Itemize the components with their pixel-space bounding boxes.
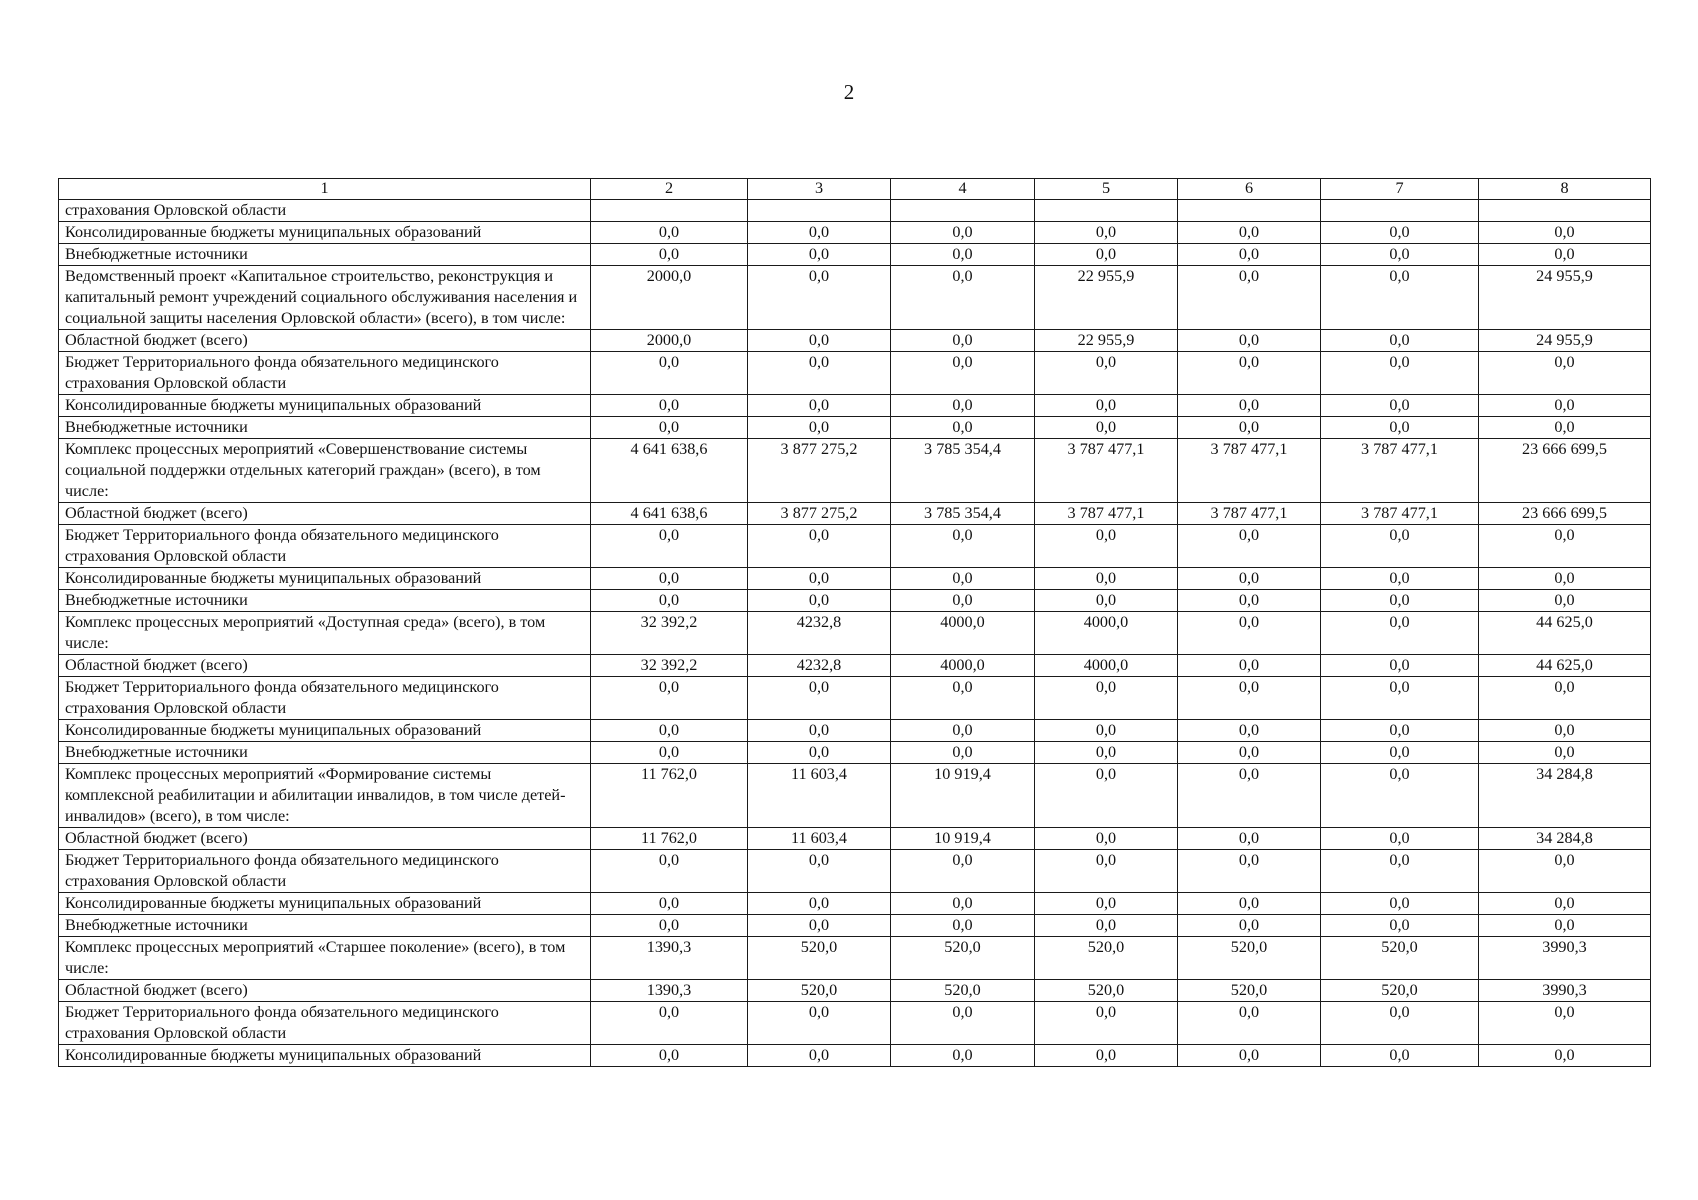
row-label: Ведомственный проект «Капитальное строительство, реконструкция и капитальный ремонт учреждений социального обслуживания населения и социальной защиты населения Орловской области» (всего), в том числе:: [59, 266, 591, 330]
row-label: Внебюджетные источники: [59, 742, 591, 764]
value-cell: 0,0: [1479, 590, 1651, 612]
value-cell: 0,0: [1321, 1002, 1479, 1045]
row-label: Комплекс процессных мероприятий «Доступная среда» (всего), в том числе:: [59, 612, 591, 655]
value-cell: 0,0: [748, 1002, 891, 1045]
value-cell: 520,0: [1178, 937, 1321, 980]
value-cell: 0,0: [748, 330, 891, 352]
value-cell: 0,0: [1321, 525, 1479, 568]
value-cell: 0,0: [748, 893, 891, 915]
value-cell: 4 641 638,6: [591, 439, 748, 503]
value-cell: 0,0: [1321, 590, 1479, 612]
value-cell: 0,0: [1178, 525, 1321, 568]
value-cell: 0,0: [891, 244, 1035, 266]
table-row: [59, 720, 1651, 742]
column-header-2: 2: [591, 179, 748, 200]
value-cell: 22 955,9: [1035, 266, 1178, 330]
value-cell: 0,0: [1035, 850, 1178, 893]
value-cell: 3 785 354,4: [891, 439, 1035, 503]
value-cell: 0,0: [591, 395, 748, 417]
value-cell: 11 603,4: [748, 764, 891, 828]
value-cell: 0,0: [1035, 764, 1178, 828]
value-cell: 3 877 275,2: [748, 439, 891, 503]
column-header-8: 8: [1479, 179, 1651, 200]
value-cell: 520,0: [748, 980, 891, 1002]
value-cell: 0,0: [1178, 266, 1321, 330]
value-cell: 3 787 477,1: [1321, 503, 1479, 525]
value-cell: 4 641 638,6: [591, 503, 748, 525]
value-cell: 0,0: [891, 915, 1035, 937]
value-cell: 0,0: [1035, 677, 1178, 720]
value-cell: 23 666 699,5: [1479, 503, 1651, 525]
value-cell: 22 955,9: [1035, 330, 1178, 352]
value-cell: 0,0: [1321, 915, 1479, 937]
value-cell: 0,0: [591, 1002, 748, 1045]
value-cell: 3 787 477,1: [1035, 503, 1178, 525]
row-label: Консолидированные бюджеты муниципальных образований: [59, 222, 591, 244]
value-cell: [1479, 200, 1651, 222]
value-cell: 0,0: [591, 222, 748, 244]
table-row: [59, 439, 1651, 503]
page-number: 2: [843, 80, 855, 104]
value-cell: 0,0: [1321, 612, 1479, 655]
value-cell: 3 787 477,1: [1178, 503, 1321, 525]
value-cell: 0,0: [891, 222, 1035, 244]
value-cell: 3990,3: [1479, 980, 1651, 1002]
value-cell: 0,0: [1479, 222, 1651, 244]
value-cell: 0,0: [748, 677, 891, 720]
column-header-3: 3: [748, 179, 891, 200]
value-cell: 0,0: [1178, 568, 1321, 590]
row-label: Консолидированные бюджеты муниципальных образований: [59, 568, 591, 590]
value-cell: 0,0: [1035, 893, 1178, 915]
value-cell: 520,0: [1321, 937, 1479, 980]
value-cell: 4000,0: [891, 612, 1035, 655]
value-cell: 0,0: [1321, 222, 1479, 244]
value-cell: 4000,0: [1035, 655, 1178, 677]
value-cell: 0,0: [1479, 1002, 1651, 1045]
column-header-1: 1: [59, 179, 591, 200]
value-cell: 1390,3: [591, 980, 748, 1002]
value-cell: 0,0: [1321, 330, 1479, 352]
value-cell: 520,0: [1035, 980, 1178, 1002]
value-cell: 0,0: [891, 395, 1035, 417]
budget-table: [58, 178, 1651, 1067]
table-row: [59, 525, 1651, 568]
value-cell: 0,0: [1035, 590, 1178, 612]
value-cell: 0,0: [748, 590, 891, 612]
table-row: [59, 503, 1651, 525]
value-cell: 0,0: [1178, 222, 1321, 244]
value-cell: 0,0: [1321, 266, 1479, 330]
value-cell: 0,0: [891, 590, 1035, 612]
value-cell: 0,0: [1178, 612, 1321, 655]
row-label: Бюджет Территориального фонда обязательного медицинского страхования Орловской области: [59, 1002, 591, 1045]
row-label: Областной бюджет (всего): [59, 330, 591, 352]
value-cell: 4232,8: [748, 655, 891, 677]
value-cell: 3 787 477,1: [1178, 439, 1321, 503]
row-label: Консолидированные бюджеты муниципальных образований: [59, 1045, 591, 1067]
row-label: Консолидированные бюджеты муниципальных образований: [59, 893, 591, 915]
value-cell: 0,0: [1178, 742, 1321, 764]
value-cell: 520,0: [891, 937, 1035, 980]
value-cell: 0,0: [1479, 1045, 1651, 1067]
value-cell: 0,0: [1178, 915, 1321, 937]
row-label: Бюджет Территориального фонда обязательного медицинского страхования Орловской области: [59, 677, 591, 720]
value-cell: 0,0: [748, 244, 891, 266]
row-label: Комплекс процессных мероприятий «Старшее поколение» (всего), в том числе:: [59, 937, 591, 980]
value-cell: 0,0: [1178, 417, 1321, 439]
table-row: [59, 612, 1651, 655]
value-cell: 24 955,9: [1479, 330, 1651, 352]
column-header-7: 7: [1321, 179, 1479, 200]
value-cell: 0,0: [1321, 417, 1479, 439]
value-cell: [748, 200, 891, 222]
value-cell: 0,0: [1035, 244, 1178, 266]
value-cell: 10 919,4: [891, 764, 1035, 828]
value-cell: 0,0: [1479, 244, 1651, 266]
value-cell: 0,0: [1479, 525, 1651, 568]
value-cell: [891, 200, 1035, 222]
value-cell: 0,0: [1321, 1045, 1479, 1067]
value-cell: 0,0: [1178, 893, 1321, 915]
table-row: [59, 1002, 1651, 1045]
table-row: [59, 222, 1651, 244]
value-cell: 0,0: [1035, 525, 1178, 568]
value-cell: 0,0: [1035, 222, 1178, 244]
value-cell: 0,0: [1321, 720, 1479, 742]
value-cell: 0,0: [1035, 1002, 1178, 1045]
value-cell: 0,0: [1479, 352, 1651, 395]
value-cell: 0,0: [1178, 1045, 1321, 1067]
row-label: Внебюджетные источники: [59, 590, 591, 612]
row-label: Комплекс процессных мероприятий «Совершенствование системы социальной поддержки отдельных категорий граждан» (всего), в том числе:: [59, 439, 591, 503]
value-cell: 520,0: [1321, 980, 1479, 1002]
value-cell: 3 785 354,4: [891, 503, 1035, 525]
value-cell: 0,0: [1035, 352, 1178, 395]
value-cell: 0,0: [1035, 1045, 1178, 1067]
value-cell: 0,0: [748, 742, 891, 764]
value-cell: 0,0: [891, 720, 1035, 742]
value-cell: 0,0: [1178, 720, 1321, 742]
row-label: Внебюджетные источники: [59, 244, 591, 266]
value-cell: 0,0: [1178, 395, 1321, 417]
table-row: [59, 677, 1651, 720]
value-cell: 0,0: [748, 568, 891, 590]
value-cell: 0,0: [1178, 1002, 1321, 1045]
value-cell: [1321, 200, 1479, 222]
value-cell: 0,0: [1479, 568, 1651, 590]
table-row: [59, 266, 1651, 330]
row-label: Консолидированные бюджеты муниципальных образований: [59, 395, 591, 417]
value-cell: 0,0: [1178, 850, 1321, 893]
value-cell: 0,0: [1178, 330, 1321, 352]
table-row: [59, 937, 1651, 980]
table-body: [59, 200, 1651, 1067]
value-cell: 0,0: [591, 1045, 748, 1067]
row-label: страхования Орловской области: [59, 200, 591, 222]
table-row: [59, 200, 1651, 222]
value-cell: 4232,8: [748, 612, 891, 655]
value-cell: 520,0: [748, 937, 891, 980]
value-cell: 0,0: [891, 1002, 1035, 1045]
value-cell: [591, 200, 748, 222]
value-cell: 0,0: [1321, 893, 1479, 915]
value-cell: 0,0: [1321, 655, 1479, 677]
value-cell: 0,0: [748, 850, 891, 893]
value-cell: 0,0: [1035, 417, 1178, 439]
value-cell: 0,0: [1321, 764, 1479, 828]
value-cell: 0,0: [1321, 677, 1479, 720]
row-label: Внебюджетные источники: [59, 915, 591, 937]
value-cell: 0,0: [591, 720, 748, 742]
value-cell: 3 787 477,1: [1321, 439, 1479, 503]
value-cell: 0,0: [891, 1045, 1035, 1067]
value-cell: 0,0: [1479, 677, 1651, 720]
value-cell: 0,0: [891, 417, 1035, 439]
value-cell: 4000,0: [891, 655, 1035, 677]
value-cell: 520,0: [1178, 980, 1321, 1002]
value-cell: 44 625,0: [1479, 612, 1651, 655]
value-cell: 10 919,4: [891, 828, 1035, 850]
value-cell: 32 392,2: [591, 655, 748, 677]
value-cell: 0,0: [891, 525, 1035, 568]
row-label: Областной бюджет (всего): [59, 980, 591, 1002]
row-label: Комплекс процессных мероприятий «Формирование системы комплексной реабилитации и абилитации инвалидов, в том числе детей-инвалидов» (всего), в том числе:: [59, 764, 591, 828]
value-cell: 0,0: [1178, 244, 1321, 266]
value-cell: 4000,0: [1035, 612, 1178, 655]
row-label: Бюджет Территориального фонда обязательного медицинского страхования Орловской области: [59, 352, 591, 395]
table-row: [59, 893, 1651, 915]
value-cell: 0,0: [1035, 828, 1178, 850]
value-cell: 0,0: [891, 266, 1035, 330]
value-cell: 0,0: [1321, 850, 1479, 893]
value-cell: 0,0: [591, 244, 748, 266]
value-cell: 0,0: [1178, 655, 1321, 677]
value-cell: 1390,3: [591, 937, 748, 980]
value-cell: 0,0: [891, 677, 1035, 720]
value-cell: 0,0: [891, 893, 1035, 915]
value-cell: 44 625,0: [1479, 655, 1651, 677]
value-cell: 0,0: [1035, 742, 1178, 764]
value-cell: 0,0: [591, 590, 748, 612]
table-row: [59, 764, 1651, 828]
value-cell: 0,0: [1321, 352, 1479, 395]
table-row: [59, 395, 1651, 417]
value-cell: 0,0: [748, 417, 891, 439]
value-cell: 0,0: [891, 352, 1035, 395]
row-label: Бюджет Территориального фонда обязательного медицинского страхования Орловской области: [59, 525, 591, 568]
value-cell: 0,0: [1178, 352, 1321, 395]
value-cell: 3 877 275,2: [748, 503, 891, 525]
value-cell: 0,0: [1035, 395, 1178, 417]
value-cell: 3990,3: [1479, 937, 1651, 980]
table-row: [59, 1045, 1651, 1067]
column-header-6: 6: [1178, 179, 1321, 200]
value-cell: 0,0: [591, 525, 748, 568]
table-row: [59, 568, 1651, 590]
table-row: [59, 980, 1651, 1002]
row-label: Областной бюджет (всего): [59, 828, 591, 850]
value-cell: 11 603,4: [748, 828, 891, 850]
value-cell: 2000,0: [591, 266, 748, 330]
value-cell: 0,0: [591, 893, 748, 915]
header-row: [59, 179, 1651, 200]
value-cell: 520,0: [891, 980, 1035, 1002]
value-cell: 0,0: [748, 352, 891, 395]
value-cell: 0,0: [1035, 915, 1178, 937]
value-cell: 520,0: [1035, 937, 1178, 980]
value-cell: 0,0: [1321, 828, 1479, 850]
value-cell: 0,0: [1321, 395, 1479, 417]
value-cell: 0,0: [748, 1045, 891, 1067]
value-cell: 0,0: [1479, 720, 1651, 742]
column-header-5: 5: [1035, 179, 1178, 200]
table-row: [59, 655, 1651, 677]
value-cell: 0,0: [748, 222, 891, 244]
value-cell: 0,0: [1479, 893, 1651, 915]
value-cell: [1035, 200, 1178, 222]
value-cell: 0,0: [748, 266, 891, 330]
value-cell: 0,0: [1321, 742, 1479, 764]
value-cell: 0,0: [748, 525, 891, 568]
table-row: [59, 330, 1651, 352]
table-row: [59, 850, 1651, 893]
value-cell: 0,0: [591, 850, 748, 893]
value-cell: 0,0: [591, 742, 748, 764]
value-cell: 11 762,0: [591, 828, 748, 850]
row-label: Областной бюджет (всего): [59, 655, 591, 677]
value-cell: 0,0: [891, 742, 1035, 764]
row-label: Консолидированные бюджеты муниципальных образований: [59, 720, 591, 742]
value-cell: 0,0: [1178, 764, 1321, 828]
value-cell: 0,0: [1479, 850, 1651, 893]
value-cell: 0,0: [891, 568, 1035, 590]
value-cell: 0,0: [891, 330, 1035, 352]
value-cell: 2000,0: [591, 330, 748, 352]
row-label: Областной бюджет (всего): [59, 503, 591, 525]
value-cell: 0,0: [591, 915, 748, 937]
value-cell: 0,0: [1479, 742, 1651, 764]
table-row: [59, 244, 1651, 266]
value-cell: 0,0: [591, 568, 748, 590]
table-row: [59, 352, 1651, 395]
value-cell: 23 666 699,5: [1479, 439, 1651, 503]
value-cell: 32 392,2: [591, 612, 748, 655]
value-cell: 0,0: [748, 720, 891, 742]
value-cell: 0,0: [591, 417, 748, 439]
value-cell: 0,0: [748, 915, 891, 937]
value-cell: 0,0: [748, 395, 891, 417]
value-cell: 0,0: [591, 352, 748, 395]
value-cell: 11 762,0: [591, 764, 748, 828]
table-row: [59, 742, 1651, 764]
value-cell: 0,0: [1479, 915, 1651, 937]
value-cell: 0,0: [1178, 590, 1321, 612]
value-cell: 0,0: [1479, 417, 1651, 439]
value-cell: 0,0: [1035, 720, 1178, 742]
value-cell: 0,0: [1321, 244, 1479, 266]
table-row: [59, 590, 1651, 612]
value-cell: 0,0: [891, 850, 1035, 893]
value-cell: 0,0: [1479, 395, 1651, 417]
row-label: Бюджет Территориального фонда обязательного медицинского страхования Орловской области: [59, 850, 591, 893]
value-cell: 0,0: [1178, 677, 1321, 720]
value-cell: 0,0: [1321, 568, 1479, 590]
value-cell: 34 284,8: [1479, 764, 1651, 828]
row-label: Внебюджетные источники: [59, 417, 591, 439]
column-header-4: 4: [891, 179, 1035, 200]
value-cell: 3 787 477,1: [1035, 439, 1178, 503]
value-cell: 0,0: [591, 677, 748, 720]
value-cell: [1178, 200, 1321, 222]
value-cell: 0,0: [1035, 568, 1178, 590]
value-cell: 34 284,8: [1479, 828, 1651, 850]
value-cell: 0,0: [1178, 828, 1321, 850]
value-cell: 24 955,9: [1479, 266, 1651, 330]
table-row: [59, 417, 1651, 439]
table-row: [59, 828, 1651, 850]
table-row: [59, 915, 1651, 937]
